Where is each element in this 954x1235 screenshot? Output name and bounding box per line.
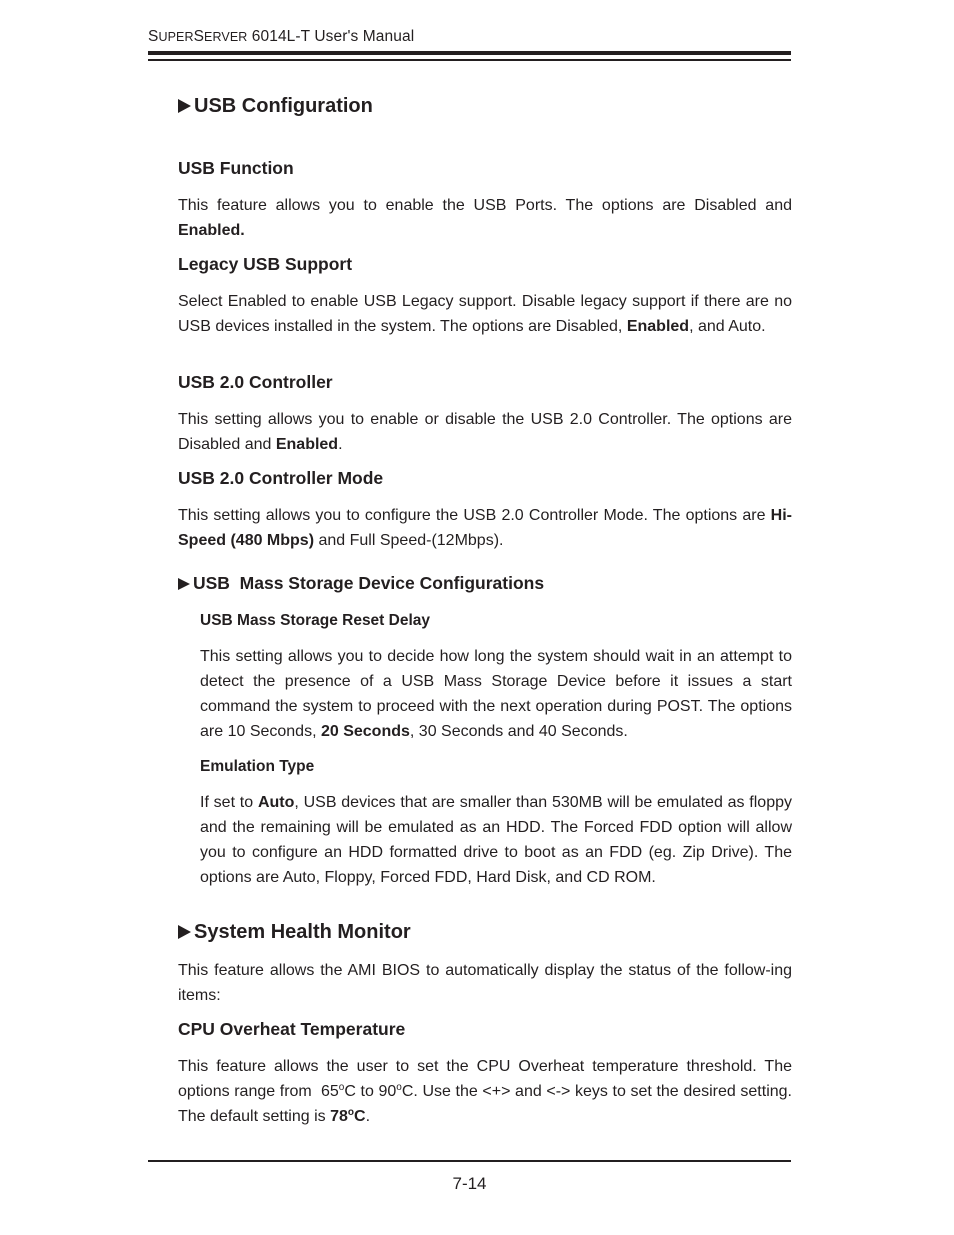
header-s3: S xyxy=(193,28,205,45)
paragraph-emulation-type: If set to Auto, USB devices that are smaller than 530MB will be emulated as floppy and the remaining will be emulated as an HDD. The Forced FDD option will allow you to configure an HDD formatted drive to boot as an FDD (eg. Zip Drive). The options are Auto, Floppy, Forced FDD, Hard Disk, and CD ROM. xyxy=(200,794,793,886)
header-rest: 6014L-T User's Manual xyxy=(247,28,415,45)
section-title-system-health-monitor: System Health Monitor xyxy=(178,921,411,944)
paragraph-usb2-controller-mode: This setting allows you to configure the USB 2.0 Controller Mode. The options are Hi-Speed (480 Mbps) and Full Speed-(12Mbps). xyxy=(178,507,792,549)
heading-usb2-controller-mode: USB 2.0 Controller Mode xyxy=(178,468,384,488)
page-number: 7-14 xyxy=(452,1174,487,1193)
triangle-bullet-icon xyxy=(178,925,191,939)
paragraph-legacy-usb-support: Select Enabled to enable USB Legacy support. Disable legacy support if there are no USB devices installed in the system. The options are Disabled, Enabled, and Auto. xyxy=(178,293,792,335)
triangle-bullet-icon xyxy=(178,578,190,590)
paragraph-health-intro: This feature allows the AMI BIOS to automatically display the status of the follow-ing items: xyxy=(178,962,792,1004)
heading-emulation-type: Emulation Type xyxy=(200,758,315,775)
heading-usb2-controller: USB 2.0 Controller xyxy=(178,372,333,392)
footer-rule xyxy=(148,1160,791,1162)
triangle-bullet-icon xyxy=(178,99,191,113)
header-s4: ERVER xyxy=(204,30,248,44)
heading-usb-function: USB Function xyxy=(178,158,294,178)
paragraph-reset-delay: This setting allows you to decide how long the system should wait in an attempt to detect the presence of a USB Mass Storage Device before it issues a start command the system to proceed with the next operation during POST. The options are 10 Seconds, 20 Seconds, 30 Seconds and 40 Seconds. xyxy=(200,648,792,740)
heading-legacy-usb-support: Legacy USB Support xyxy=(178,254,353,274)
paragraph-usb-function: This feature allows you to enable the USB Ports. The options are Disabled and Enabled. xyxy=(178,197,792,239)
paragraph-usb2-controller: This setting allows you to enable or disable the USB 2.0 Controller. The options are Disabled and Enabled. xyxy=(178,411,792,453)
degree-sign: o xyxy=(338,1082,345,1093)
section-title-mass-storage: USB Mass Storage Device Configurations xyxy=(178,573,544,594)
heading-cpu-overheat: CPU Overheat Temperature xyxy=(178,1019,406,1039)
paragraph-cpu-overheat: This feature allows the user to set the CPU Overheat temperature threshold. The options range from 65$^o$C to 90$^o$C. Use the <+> and <-> keys to set the desired setting. The default setting is 78$^o$C. xyxy=(178,1058,797,1125)
section-title-usb-configuration: USB Configuration xyxy=(178,95,373,118)
header-rule-thick xyxy=(148,51,791,55)
header-rule-thin xyxy=(148,59,791,61)
header-s1: S xyxy=(148,28,159,45)
header-s2: UPER xyxy=(158,30,194,44)
degree-sign: o xyxy=(347,1107,354,1118)
degree-sign: o xyxy=(396,1082,402,1093)
running-header xyxy=(148,28,414,46)
heading-reset-delay: USB Mass Storage Reset Delay xyxy=(200,612,431,629)
